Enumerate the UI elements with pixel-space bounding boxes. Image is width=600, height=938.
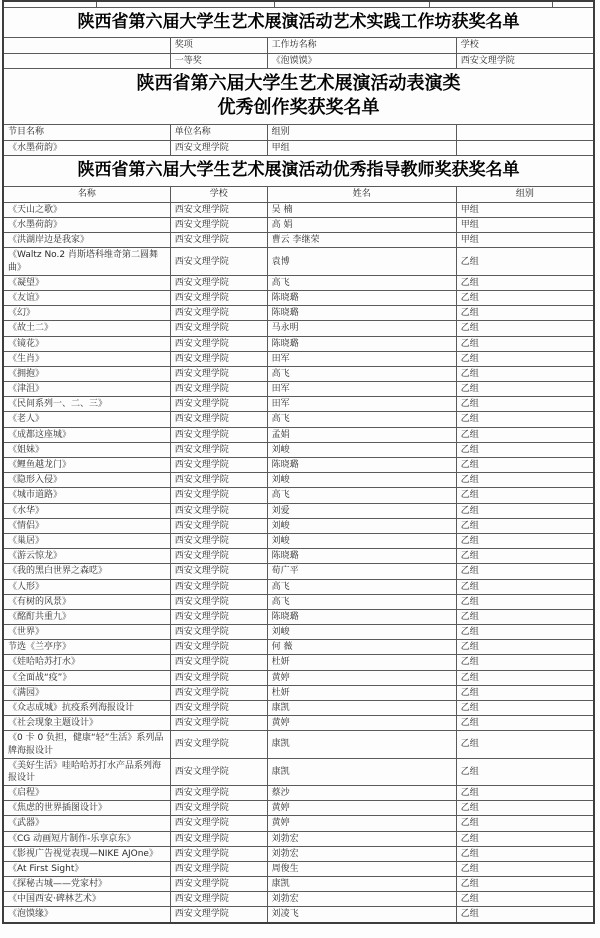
cell-school: 西安文理学院 <box>170 233 267 248</box>
cell-school: 西安文理学院 <box>170 594 267 609</box>
cell-school: 西安文理学院 <box>170 816 267 831</box>
cell-work-name: 《Waltz No.2 肖斯塔科维奇第二圆舞曲》 <box>3 248 170 275</box>
creation-section-title-row <box>3 69 594 125</box>
workshop-table-header-row <box>3 37 594 53</box>
cell-school: 西安文理学院 <box>170 877 267 892</box>
cell-work-name: 《隐形入侵》 <box>3 473 170 488</box>
cell-work-name: 《全面战“疫”》 <box>3 670 170 685</box>
header-cell-group: 组别 <box>267 124 456 140</box>
cell-work-name: 《镜花》 <box>3 336 170 351</box>
teacher-table-row <box>3 716 594 731</box>
teacher-table-row <box>3 609 594 624</box>
cell-school: 西安文理学院 <box>170 640 267 655</box>
teacher-table-row <box>3 233 594 248</box>
teacher-table-row <box>3 625 594 640</box>
cell-work-name: 《友谊》 <box>3 290 170 305</box>
table-gridline <box>274 2 275 7</box>
teacher-table-row <box>3 202 594 217</box>
cell-person-name: 高飞 <box>267 412 456 427</box>
cell-person-name: 刘勃宏 <box>267 831 456 846</box>
cell-school: 西安文理学院 <box>170 716 267 731</box>
cell-person-name: 周俊生 <box>267 861 456 876</box>
cell-program-name: 《水墨荷韵》 <box>3 140 170 155</box>
cell-person-name: 曹云 李继荣 <box>267 233 456 248</box>
cell-school: 西安文理学院 <box>170 290 267 305</box>
cell-school: 西安文理学院 <box>170 397 267 412</box>
cell-group: 乙组 <box>456 382 594 397</box>
cell-group: 甲组 <box>456 233 594 248</box>
cell-work-name: 《At First Sight》 <box>3 861 170 876</box>
teacher-table-row <box>3 488 594 503</box>
cell-work-name: 《满园》 <box>3 685 170 700</box>
cell-group: 乙组 <box>456 442 594 457</box>
cropped-top-row <box>3 1 594 8</box>
cell-blank <box>3 53 170 68</box>
cell-group: 乙组 <box>456 533 594 548</box>
cell-work-name: 《泡馍缘》 <box>3 907 170 923</box>
cell-group: 乙组 <box>456 816 594 831</box>
cell-group: 乙组 <box>456 846 594 861</box>
cell-person-name: 蔡沙 <box>267 785 456 800</box>
cell-school: 西安文理学院 <box>170 670 267 685</box>
cropped-top-cell <box>3 1 594 8</box>
cell-group: 乙组 <box>456 907 594 923</box>
cell-group: 甲组 <box>456 202 594 217</box>
cell-work-name: 《世界》 <box>3 625 170 640</box>
cell-school: 西安文理学院 <box>170 321 267 336</box>
teacher-table-row <box>3 816 594 831</box>
cell-person-name: 黄婷 <box>267 716 456 731</box>
teacher-table-row <box>3 785 594 800</box>
cell-school: 西安文理学院 <box>170 579 267 594</box>
cell-group: 乙组 <box>456 785 594 800</box>
cell-person-name: 康凯 <box>267 758 456 785</box>
cell-work-name: 《我的黑白世界之森呓》 <box>3 564 170 579</box>
teacher-table-row <box>3 846 594 861</box>
cell-unit-name: 西安文理学院 <box>170 140 267 155</box>
workshop-section-title: 陕西省第六届大学生艺术展演活动艺术实践工作坊获奖名单 <box>3 8 594 38</box>
cell-work-name: 《津沮》 <box>3 382 170 397</box>
cell-school: 西安文理学院 <box>170 382 267 397</box>
teacher-table-header-row <box>3 186 594 202</box>
cell-person-name: 刘峻 <box>267 625 456 640</box>
cell-school: 西安文理学院 <box>170 892 267 907</box>
teacher-table-row <box>3 473 594 488</box>
cell-group: 乙组 <box>456 640 594 655</box>
creation-table-row <box>3 140 594 155</box>
cell-person-name: 陈晓璐 <box>267 458 456 473</box>
cell-person-name: 孟娟 <box>267 427 456 442</box>
cell-person-name: 陈晓璐 <box>267 549 456 564</box>
cell-group: 乙组 <box>456 861 594 876</box>
creation-section-title-line1: 陕西省第六届大学生艺术展演活动表演类 <box>136 73 461 95</box>
cell-school: 西安文理学院 <box>170 907 267 923</box>
cell-school: 西安文理学院 <box>170 846 267 861</box>
cell-school: 西安文理学院 <box>170 801 267 816</box>
teacher-table-row <box>3 351 594 366</box>
creation-table-header-row <box>3 124 594 140</box>
header-cell-blank <box>456 124 594 140</box>
cell-school: 西安文理学院 <box>170 518 267 533</box>
awards-sheet-table <box>2 0 595 924</box>
teacher-table-row <box>3 579 594 594</box>
cell-work-name: 《天山之歌》 <box>3 202 170 217</box>
teacher-table-row <box>3 877 594 892</box>
cell-school: 西安文理学院 <box>170 685 267 700</box>
cell-school: 西安文理学院 <box>170 427 267 442</box>
cell-school: 西安文理学院 <box>170 458 267 473</box>
teacher-table-row <box>3 892 594 907</box>
teacher-table-row <box>3 336 594 351</box>
header-cell-workshop-name: 工作坊名称 <box>267 37 456 53</box>
teacher-table-row <box>3 701 594 716</box>
cell-work-name: 《酩酊共重九》 <box>3 609 170 624</box>
cell-person-name: 田军 <box>267 397 456 412</box>
teacher-table-row <box>3 503 594 518</box>
cell-school: 西安文理学院 <box>170 412 267 427</box>
cell-school: 西安文理学院 <box>170 731 267 758</box>
teacher-table-row <box>3 801 594 816</box>
cell-group: 甲组 <box>267 140 456 155</box>
cell-school: 西安文理学院 <box>170 366 267 381</box>
teacher-table-row <box>3 218 594 233</box>
cell-work-name: 《娃哈哈苏打水》 <box>3 655 170 670</box>
teacher-table-row <box>3 397 594 412</box>
teacher-table-row <box>3 640 594 655</box>
cell-work-name: 节选《兰亭序》 <box>3 640 170 655</box>
cell-group: 乙组 <box>456 579 594 594</box>
cell-group: 乙组 <box>456 716 594 731</box>
cell-work-name: 《幻》 <box>3 306 170 321</box>
cell-school: 西安文理学院 <box>170 202 267 217</box>
teacher-table-row <box>3 907 594 923</box>
cell-group: 乙组 <box>456 609 594 624</box>
cell-work-name: 《姐妹》 <box>3 442 170 457</box>
cell-work-name: 《民间系列一、二、三》 <box>3 397 170 412</box>
cell-person-name: 吴 楠 <box>267 202 456 217</box>
cell-group: 乙组 <box>456 473 594 488</box>
teacher-table-row <box>3 427 594 442</box>
cell-school: 西安文理学院 <box>170 306 267 321</box>
cell-work-name: 《人形》 <box>3 579 170 594</box>
cell-school: 西安文理学院 <box>170 351 267 366</box>
cell-person-name: 荀广平 <box>267 564 456 579</box>
cell-person-name: 刘峻 <box>267 442 456 457</box>
cell-group: 甲组 <box>456 218 594 233</box>
cell-work-name: 《拥抱》 <box>3 366 170 381</box>
cell-person-name: 黄婷 <box>267 801 456 816</box>
cell-school: 西安文理学院 <box>170 275 267 290</box>
teacher-table-row <box>3 564 594 579</box>
header-cell-name: 名称 <box>3 186 170 202</box>
teacher-table-row <box>3 458 594 473</box>
creation-section-title-line2: 优秀创作奖获奖名单 <box>217 97 380 119</box>
teacher-table-row <box>3 655 594 670</box>
cell-work-name: 《众志成城》抗疫系列海报设计 <box>3 701 170 716</box>
header-cell-program-name: 节目名称 <box>3 124 170 140</box>
cell-work-name: 《武器》 <box>3 816 170 831</box>
cell-group: 乙组 <box>456 321 594 336</box>
cell-work-name: 《鲤鱼越龙门》 <box>3 458 170 473</box>
teacher-table-row <box>3 670 594 685</box>
cell-work-name: 《情侣》 <box>3 518 170 533</box>
cell-blank <box>456 140 594 155</box>
cell-school: 西安文理学院 <box>170 503 267 518</box>
cell-group: 乙组 <box>456 458 594 473</box>
cell-person-name: 康凯 <box>267 731 456 758</box>
cell-person-name: 陈晓璐 <box>267 336 456 351</box>
cell-work-name: 《中国西安·碑林艺术》 <box>3 892 170 907</box>
header-cell-blank <box>3 37 170 53</box>
teacher-table-row <box>3 685 594 700</box>
teacher-section-title: 陕西省第六届大学生艺术展演活动优秀指导教师奖获奖名单 <box>3 155 594 186</box>
teacher-table-row <box>3 731 594 758</box>
cell-person-name: 马永明 <box>267 321 456 336</box>
cell-school: 西安文理学院 <box>170 625 267 640</box>
cell-group: 乙组 <box>456 503 594 518</box>
cell-school: 西安文理学院 <box>170 336 267 351</box>
cell-person-name: 康凯 <box>267 877 456 892</box>
cell-workshop-name: 《泡馍馍》 <box>267 53 456 68</box>
cell-group: 乙组 <box>456 427 594 442</box>
cell-group: 乙组 <box>456 892 594 907</box>
cell-group: 乙组 <box>456 351 594 366</box>
cell-person-name: 刘峻 <box>267 473 456 488</box>
cell-group: 乙组 <box>456 366 594 381</box>
teacher-table-row <box>3 306 594 321</box>
cell-school: 西安文理学院 <box>170 831 267 846</box>
teacher-table-row <box>3 290 594 305</box>
cell-person-name: 黄婷 <box>267 816 456 831</box>
cell-group: 乙组 <box>456 397 594 412</box>
cell-award: 一等奖 <box>170 53 267 68</box>
cell-school: 西安文理学院 <box>170 564 267 579</box>
cell-work-name: 《水华》 <box>3 503 170 518</box>
cell-group: 乙组 <box>456 518 594 533</box>
cell-school: 西安文理学院 <box>456 53 594 68</box>
cell-group: 乙组 <box>456 731 594 758</box>
cell-school: 西安文理学院 <box>170 248 267 275</box>
cell-person-name: 康凯 <box>267 701 456 716</box>
cell-person-name: 刘峻 <box>267 533 456 548</box>
cell-person-name: 高飞 <box>267 366 456 381</box>
cell-person-name: 田军 <box>267 351 456 366</box>
cell-work-name: 《影视广告视觉表现—NIKE AJOne》 <box>3 846 170 861</box>
header-cell-unit-name: 单位名称 <box>170 124 267 140</box>
table-gridline <box>96 2 97 7</box>
cell-group: 乙组 <box>456 275 594 290</box>
cell-person-name: 高 娟 <box>267 218 456 233</box>
cell-group: 乙组 <box>456 488 594 503</box>
cell-person-name: 刘勃宏 <box>267 846 456 861</box>
teacher-section-title-row <box>3 155 594 186</box>
table-gridline <box>552 2 553 7</box>
cell-person-name: 刘勃宏 <box>267 892 456 907</box>
teacher-table-row <box>3 549 594 564</box>
workshop-section-title-row <box>3 8 594 38</box>
cell-school: 西安文理学院 <box>170 861 267 876</box>
cell-person-name: 高飞 <box>267 594 456 609</box>
cell-group: 乙组 <box>456 549 594 564</box>
cell-work-name: 《启程》 <box>3 785 170 800</box>
cell-person-name: 陈晓璐 <box>267 290 456 305</box>
cell-school: 西安文理学院 <box>170 655 267 670</box>
cell-group: 乙组 <box>456 758 594 785</box>
cell-person-name: 杜妍 <box>267 655 456 670</box>
cell-person-name: 杜妍 <box>267 685 456 700</box>
header-cell-school: 学校 <box>170 186 267 202</box>
cell-work-name: 《0 卡 0 负担，健康“轻”生活》系列品牌海报设计 <box>3 731 170 758</box>
cell-school: 西安文理学院 <box>170 218 267 233</box>
cell-person-name: 黄婷 <box>267 670 456 685</box>
teacher-table-row <box>3 831 594 846</box>
cell-work-name: 《生肖》 <box>3 351 170 366</box>
cell-group: 乙组 <box>456 336 594 351</box>
teacher-table-row <box>3 533 594 548</box>
cell-school: 西安文理学院 <box>170 533 267 548</box>
teacher-table-row <box>3 518 594 533</box>
cell-person-name: 刘凌飞 <box>267 907 456 923</box>
cell-group: 乙组 <box>456 412 594 427</box>
cell-group: 乙组 <box>456 831 594 846</box>
cell-group: 乙组 <box>456 685 594 700</box>
cell-work-name: 《焦虑的世界插图设计》 <box>3 801 170 816</box>
teacher-table-row <box>3 442 594 457</box>
cell-person-name: 高飞 <box>267 275 456 290</box>
creation-section-title <box>3 69 594 125</box>
cell-work-name: 《水墨荷韵》 <box>3 218 170 233</box>
cell-work-name: 《巢居》 <box>3 533 170 548</box>
cell-group: 乙组 <box>456 594 594 609</box>
cell-school: 西安文理学院 <box>170 488 267 503</box>
cell-school: 西安文理学院 <box>170 549 267 564</box>
teacher-table-row <box>3 366 594 381</box>
cell-group: 乙组 <box>456 877 594 892</box>
cell-person-name: 陈晓璐 <box>267 306 456 321</box>
cell-person-name: 田军 <box>267 382 456 397</box>
cell-person-name: 刘爱 <box>267 503 456 518</box>
cell-work-name: 《游云惊龙》 <box>3 549 170 564</box>
teacher-table-row <box>3 321 594 336</box>
cell-group: 乙组 <box>456 701 594 716</box>
teacher-table-row <box>3 248 594 275</box>
teacher-table-row <box>3 758 594 785</box>
teacher-table-row <box>3 594 594 609</box>
cell-group: 乙组 <box>456 564 594 579</box>
teacher-table-row <box>3 275 594 290</box>
cell-group: 乙组 <box>456 625 594 640</box>
cell-person-name: 刘峻 <box>267 518 456 533</box>
cell-work-name: 《城市道路》 <box>3 488 170 503</box>
cell-person-name: 陈晓璐 <box>267 609 456 624</box>
teacher-table-row <box>3 412 594 427</box>
header-cell-school: 学校 <box>456 37 594 53</box>
teacher-table-row <box>3 861 594 876</box>
table-gridline <box>429 2 430 7</box>
cell-group: 乙组 <box>456 655 594 670</box>
cell-work-name: 《CG 动画短片制作-乐享京东》 <box>3 831 170 846</box>
cell-person-name: 何 薇 <box>267 640 456 655</box>
cell-group: 乙组 <box>456 306 594 321</box>
cell-person-name: 高飞 <box>267 579 456 594</box>
cell-work-name: 《洪湖岸边是我家》 <box>3 233 170 248</box>
cell-person-name: 袁博 <box>267 248 456 275</box>
cell-group: 乙组 <box>456 670 594 685</box>
cell-work-name: 《有树的风景》 <box>3 594 170 609</box>
workshop-table-row <box>3 53 594 68</box>
cell-work-name: 《老人》 <box>3 412 170 427</box>
cell-person-name: 高飞 <box>267 488 456 503</box>
header-cell-group: 组别 <box>456 186 594 202</box>
cell-school: 西安文理学院 <box>170 442 267 457</box>
cell-school: 西安文理学院 <box>170 701 267 716</box>
cell-school: 西安文理学院 <box>170 758 267 785</box>
cell-group: 乙组 <box>456 290 594 305</box>
teacher-table-row <box>3 382 594 397</box>
cell-work-name: 《美好生活》哇哈哈苏打水产品系列海报设计 <box>3 758 170 785</box>
cell-school: 西安文理学院 <box>170 609 267 624</box>
header-cell-award: 奖项 <box>170 37 267 53</box>
cell-group: 乙组 <box>456 801 594 816</box>
cell-work-name: 《成都这座城》 <box>3 427 170 442</box>
cell-work-name: 《社会现象主题设计》 <box>3 716 170 731</box>
cell-group: 乙组 <box>456 248 594 275</box>
cell-school: 西安文理学院 <box>170 785 267 800</box>
cell-work-name: 《探秘古城——党家村》 <box>3 877 170 892</box>
header-cell-person-name: 姓名 <box>267 186 456 202</box>
cell-work-name: 《故土二》 <box>3 321 170 336</box>
cell-school: 西安文理学院 <box>170 473 267 488</box>
cell-work-name: 《凝望》 <box>3 275 170 290</box>
